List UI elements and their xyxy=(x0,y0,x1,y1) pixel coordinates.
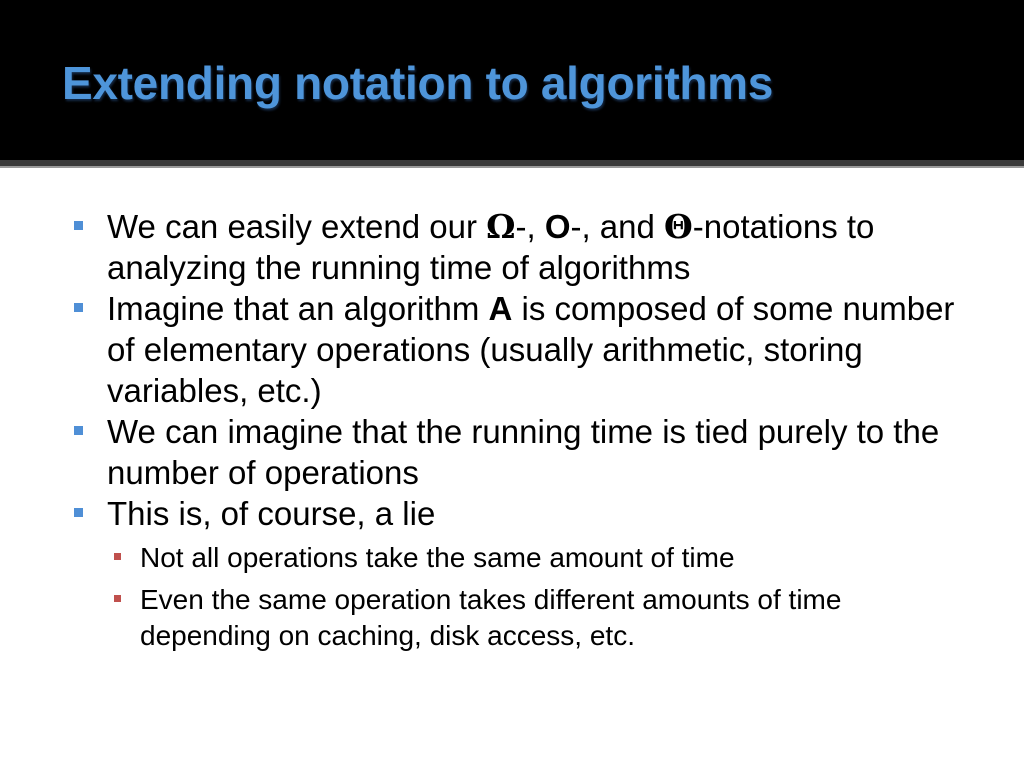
slide-title: Extending notation to algorithms xyxy=(62,57,774,109)
bullet-text: -notations to analyzing the running time of algorithms xyxy=(107,208,875,286)
bullet-text: is composed of some number of elementary operations (usually arithmetic, storing variables, etc.) xyxy=(107,290,955,409)
sub-bullet-item: Even the same operation takes different amounts of time depending on caching, disk access, etc. xyxy=(107,582,972,654)
bullet-text: This is, of course, a lie xyxy=(107,495,436,532)
content-area xyxy=(0,168,1024,768)
bullet-text: -, xyxy=(515,208,545,245)
bullet-text: Imagine that an algorithm xyxy=(107,290,489,327)
bullet-item-extend-notation xyxy=(72,206,972,288)
sub-bullet-item: Not all operations take the same amount of time xyxy=(107,540,972,576)
bullet-list xyxy=(72,206,972,660)
bullet-item-algorithm-a xyxy=(72,288,972,411)
bullet-text: We can imagine that the running time is tied purely to the number of operations xyxy=(107,413,940,491)
bullet-item-lie xyxy=(72,493,972,654)
big-o-symbol: O xyxy=(544,208,571,245)
title-band xyxy=(0,0,1024,160)
bullet-item-running-time xyxy=(72,411,972,493)
algorithm-a-label: A xyxy=(488,290,513,327)
theta-symbol: Θ xyxy=(664,207,693,246)
omega-symbol: Ω xyxy=(486,207,516,246)
bullet-text: -, and xyxy=(570,208,665,245)
bullet-text: We can easily extend our xyxy=(107,208,487,245)
sub-bullet-list xyxy=(107,540,972,654)
